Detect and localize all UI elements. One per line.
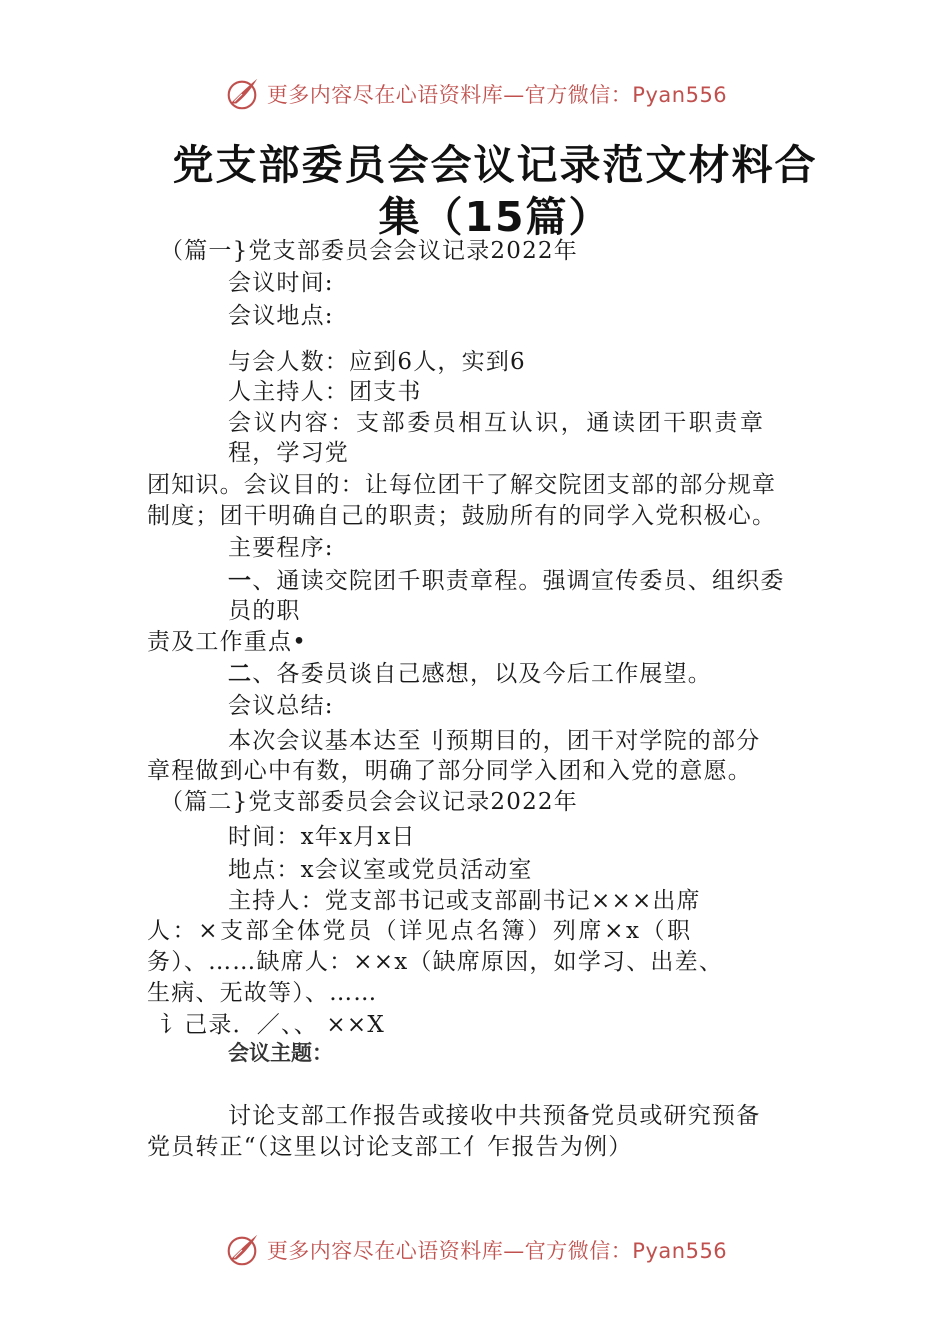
section2-host-a: 主持人：党支部书记或支部副书记×××出席 bbox=[228, 888, 701, 914]
section2-recorder: 讠己录．／、、 ××X bbox=[160, 1012, 385, 1038]
step1-line-a bbox=[228, 566, 785, 596]
summary-line-a: 本次会议基本达至刂预期目的，团干对学院的部分 bbox=[228, 728, 761, 754]
bottom-banner bbox=[0, 1230, 950, 1270]
section2-discussion-b: 党员转正“（这里以讨论支部工亻乍报告为例） bbox=[147, 1134, 633, 1160]
section2-host-c: 务）、……缺席人：××x（缺席原因，如学习、出差、 bbox=[147, 949, 724, 975]
document-title-line-2: 集（15篇） bbox=[378, 193, 612, 241]
quill-seal-logo-icon bbox=[223, 1231, 261, 1269]
meeting-time-label: 会议时间: bbox=[228, 270, 334, 296]
section2-place: 地点：x会议室或党员活动室 bbox=[228, 857, 533, 883]
purpose-line-b: 制度；团干明确自己的职责；鼓励所有的同学入党积极心。 bbox=[147, 503, 777, 529]
section1-heading: （篇一}党支部委员会会议记录2022年 bbox=[160, 238, 578, 264]
purpose-line-a: 团知识。会议目的：让每位团干了解交院团支部的部分规章 bbox=[147, 472, 777, 498]
content-line-b: 程，学习党 bbox=[228, 440, 349, 466]
step2-marker: 二 bbox=[228, 660, 253, 687]
section2-heading: （篇二}党支部委员会会议记录2022年 bbox=[160, 789, 578, 815]
section2-time: 时间：x年x月x日 bbox=[228, 824, 416, 850]
step1-marker: 一 bbox=[228, 567, 253, 594]
content-line-a: 会议内容：支部委员相互认识，通读团干职责章 bbox=[228, 410, 766, 436]
section2-host-b: 人：×支部全体党员（详见点名簿）列席×x（职 bbox=[147, 918, 693, 944]
procedure-label: 主要程序: bbox=[228, 535, 334, 561]
quill-seal-logo-icon bbox=[223, 75, 261, 113]
banner-text: 更多内容尽在心语资料库—官方微信：Pyan556 bbox=[266, 83, 728, 107]
document-title-line-1: 党支部委员会会议记录范文材料合 bbox=[172, 141, 818, 189]
step1-line-c: 责及工作重点• bbox=[147, 629, 307, 655]
banner-text: 更多内容尽在心语资料库—官方微信：Pyan556 bbox=[266, 1239, 728, 1263]
meeting-place-label: 会议地点: bbox=[228, 303, 334, 329]
step1-text-a: 、通读交院团千职责章程。强调宣传委员、组织委 bbox=[252, 568, 785, 594]
summary-label: 会议总结: bbox=[228, 693, 334, 719]
summary-line-b: 章程做到心中有数，明确了部分同学入团和入党的意愿。 bbox=[147, 758, 752, 784]
section2-topic: 会议主题： bbox=[228, 1041, 333, 1065]
attendance-line: 与会人数：应到6人，实到6 bbox=[228, 349, 526, 375]
step2-line bbox=[228, 659, 712, 689]
section2-discussion-a: 讨论支部工作报告或接收中共预备党员或研究预备 bbox=[228, 1103, 761, 1129]
top-banner bbox=[0, 74, 950, 114]
section2-host-d: 生病、无故等）、…… bbox=[147, 980, 378, 1006]
host-line: 人主持人：团支书 bbox=[228, 379, 422, 405]
step1-line-b: 员的职 bbox=[228, 598, 301, 624]
step2-text: 、各委员谈自己感想，以及今后工作展望。 bbox=[252, 661, 713, 687]
